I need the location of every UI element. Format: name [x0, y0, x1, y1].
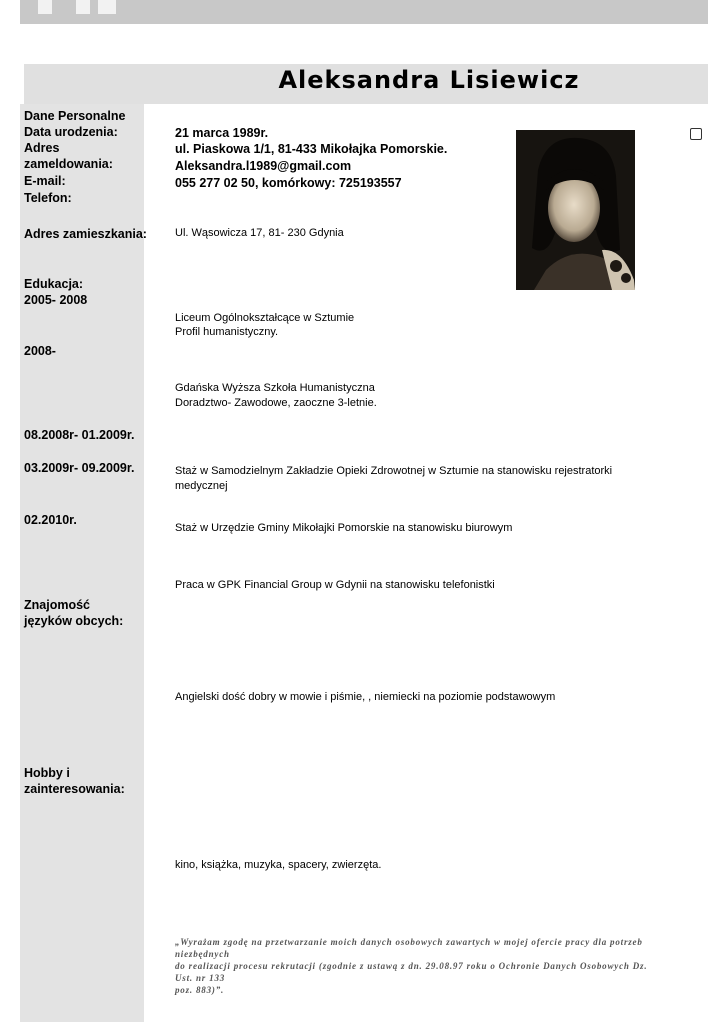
education-school: Gdańska Wyższa Szkoła Humanistyczna [175, 382, 375, 394]
birth-value: 21 marca 1989r. [175, 126, 269, 140]
profile-photo [516, 130, 635, 290]
education-school: Liceum Ogólnokształcące w Sztumie [175, 312, 355, 324]
consent-clause [175, 936, 665, 996]
experience-description: Staż w Urzędzie Gminy Mikołajki Pomorskie na stanowisku biurowym [175, 522, 513, 534]
checkbox-icon [690, 128, 702, 140]
hobby-value: kino, książka, muzyka, spacery, zwierzęta. [175, 859, 382, 871]
languages-label: Znajomość [24, 598, 90, 612]
birth-label: Data urodzenia: [24, 125, 118, 139]
experience-period: 02.2010r. [24, 513, 77, 527]
hobby-label: Hobby i [24, 766, 70, 780]
hobby-label-2: zainteresowania: [24, 782, 125, 796]
page-title: Aleksandra Lisiewicz [278, 66, 580, 94]
experience-period: 08.2008r- 01.2009r. [24, 428, 135, 442]
experience-description: Staż w Samodzielnym Zakładzie Opieki Zdrowotnej w Sztumie na stanowisku rejestratorki medycznej [175, 465, 613, 492]
email-label: E-mail: [24, 174, 66, 188]
languages-label-2: języków obcych: [24, 614, 124, 628]
address-label: Adres [24, 141, 60, 155]
phone-label: Telefon: [24, 191, 72, 205]
top-bar [20, 0, 708, 24]
top-decoration [38, 0, 118, 16]
education-label: Edukacja: [24, 277, 84, 291]
education-period: 2005- 2008 [24, 293, 88, 307]
education-profile: Profil humanistyczny. [175, 326, 279, 338]
phone-value: 055 277 02 50, komórkowy: 725193557 [175, 176, 402, 190]
consent-line: do realizacji procesu rekrutacji (zgodnie z ustawą z dn. 29.08.97 roku o Ochronie Danych Osobowych Dz. Ust. nr 133 [175, 961, 648, 983]
residence-value: Ul. Wąsowicza 17, 81- 230 Gdynia [175, 227, 344, 239]
address-label-2: zameldowania: [24, 157, 113, 171]
email-value: Aleksandra.l1989@gmail.com [175, 159, 352, 173]
education-period: 2008- [24, 344, 56, 358]
experience-description: Praca w GPK Financial Group w Gdynii na stanowisku telefonistki [175, 579, 495, 591]
address-value: ul. Piaskowa 1/1, 81-433 Mikołajka Pomorskie. [175, 142, 448, 156]
languages-value: Angielski dość dobry w mowie i piśmie, , niemiecki na poziomie podstawowym [175, 691, 556, 703]
personal-section-label: Dane Personalne [24, 109, 126, 123]
consent-line: „Wyrażam zgodę na przetwarzanie moich danych osobowych zawartych w mojej ofercie pracy dla potrzeb niezbędnych [175, 937, 643, 959]
residence-label: Adres zamieszkania: [24, 227, 147, 241]
education-profile: Doradztwo- Zawodowe, zaoczne 3-letnie. [175, 397, 377, 409]
experience-period: 03.2009r- 09.2009r. [24, 461, 135, 475]
consent-line: poz. 883)”. [175, 985, 225, 995]
